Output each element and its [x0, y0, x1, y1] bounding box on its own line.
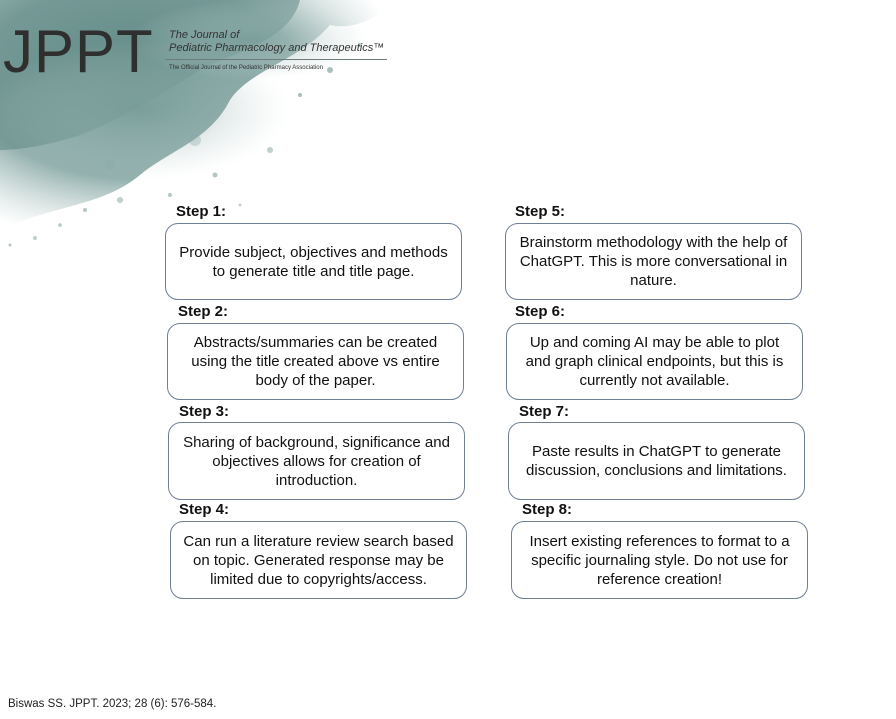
step-4-label: Step 4:: [179, 501, 230, 518]
step-4-box: [170, 521, 467, 599]
step-6-label: Step 6:: [515, 303, 566, 320]
step-3-text: Sharing of background, significance and objectives allows for creation of introduction.: [183, 433, 450, 489]
logo-divider: [165, 59, 387, 60]
step-1-label: Step 1:: [176, 203, 227, 220]
logo-mark: JPPT: [3, 18, 154, 85]
step-5-text: Brainstorm methodology with the help of ChatGPT. This is more conversational in nature.: [519, 234, 788, 289]
journal-logo: [3, 18, 393, 85]
step-8-box: [511, 521, 808, 599]
journal-tagline: The Official Journal of the Pediatric Pharmacy Association: [169, 65, 323, 71]
step-5-label: Step 5:: [515, 203, 566, 220]
journal-name-line1: The Journal of: [169, 29, 240, 41]
step-8-label: Step 8:: [522, 501, 573, 518]
citation: Biswas SS. JPPT. 2023; 28 (6): 576-584.: [8, 698, 217, 710]
step-7-label: Step 7:: [519, 403, 570, 420]
step-2-label: Step 2:: [178, 303, 229, 320]
step-7-box: [508, 422, 805, 500]
journal-name-line2: Pediatric Pharmacology and Therapeutics™: [169, 42, 385, 54]
step-6-box: [506, 323, 803, 400]
step-3-label: Step 3:: [179, 403, 230, 420]
step-3-box: [168, 422, 465, 500]
step-2-box: [167, 323, 464, 400]
step-1-box: [165, 223, 462, 300]
step-6-text: Up and coming AI may be able to plot and graph clinical endpoints, but this is currently not available.: [525, 334, 784, 389]
step-7-text: Paste results in ChatGPT to generate discussion, conclusions and limitations.: [526, 443, 787, 479]
step-1-text: Provide subject, objectives and methods to generate title and title page.: [179, 243, 448, 280]
step-5-box: [505, 223, 802, 300]
step-8-text: Insert existing references to format to a specific journaling style. Do not use for reference creation!: [529, 532, 790, 588]
step-2-text: Abstracts/summaries can be created using the title created above vs entire body of the paper.: [191, 334, 440, 389]
step-4-text: Can run a literature review search based on topic. Generated response may be limited due to copyrights/access.: [183, 532, 454, 588]
